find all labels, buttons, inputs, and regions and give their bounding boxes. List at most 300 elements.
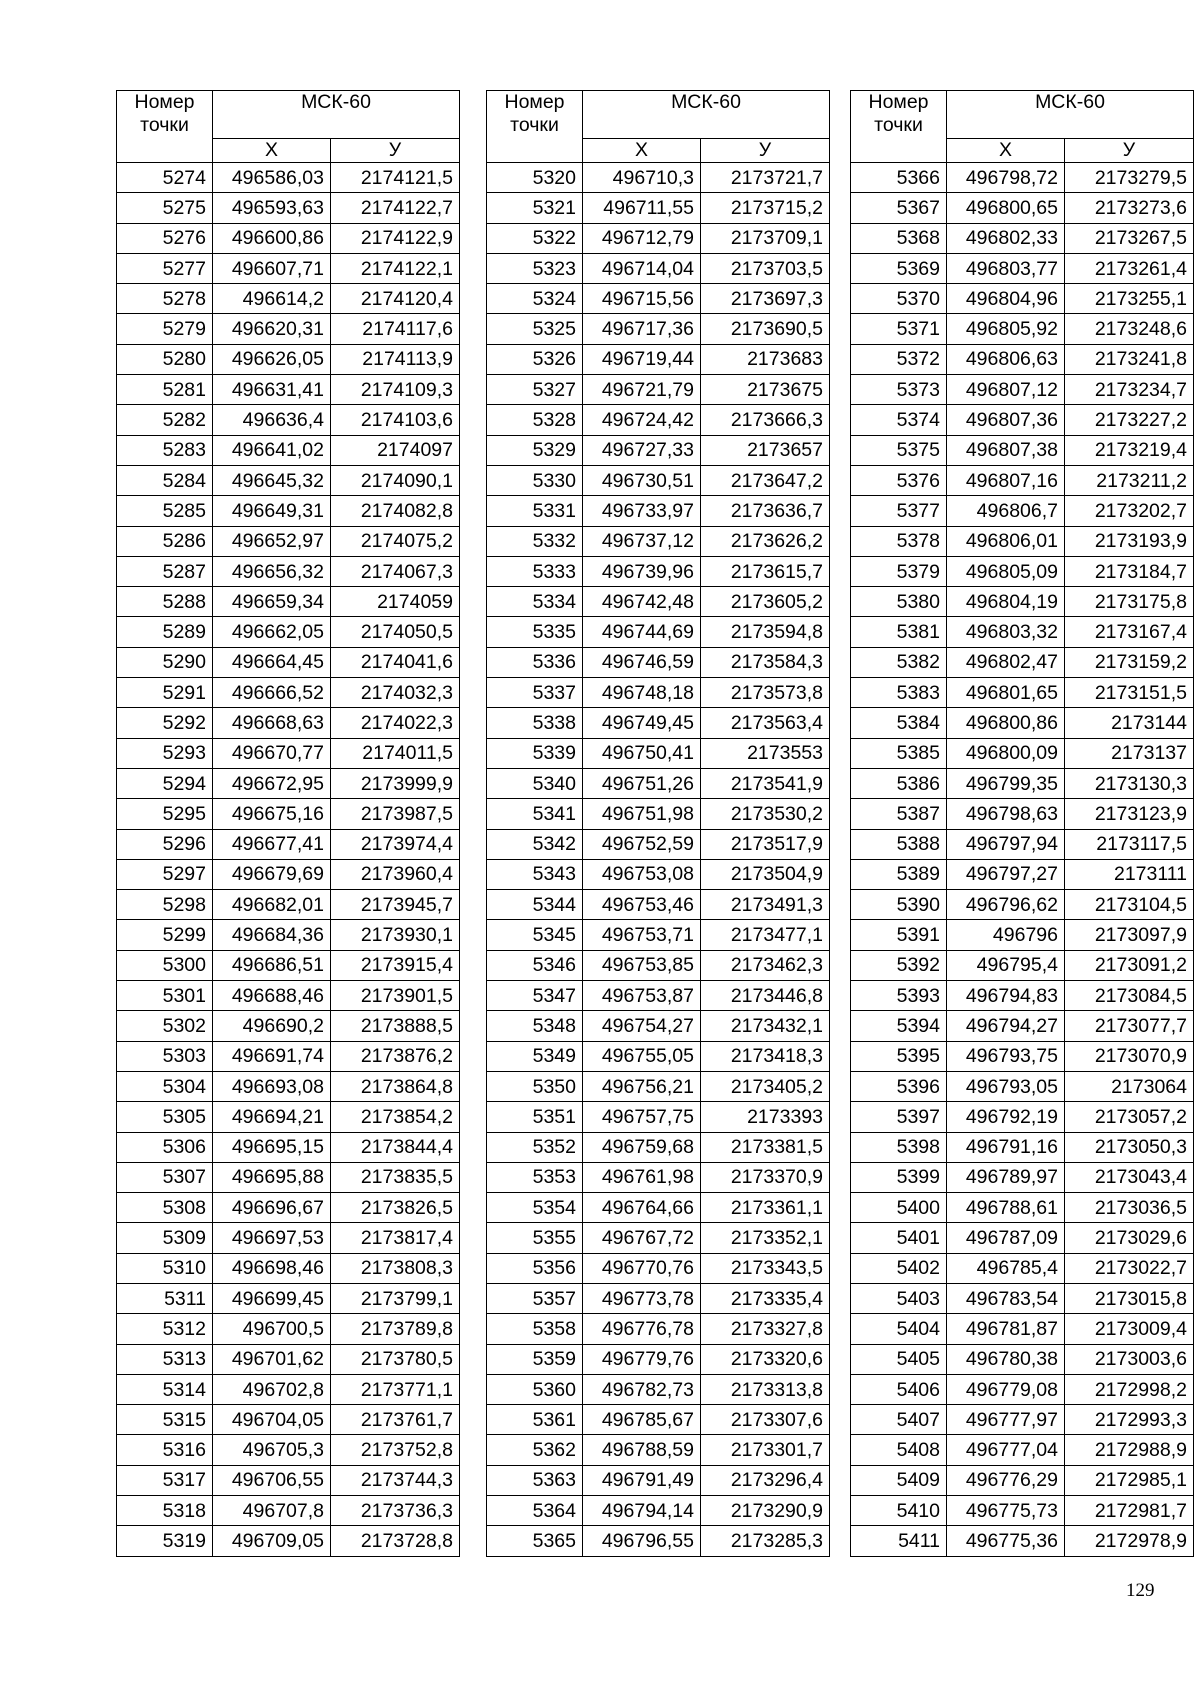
y-coordinate-cell: 2173675 [701, 375, 830, 405]
table-row [851, 950, 1194, 980]
y-coordinate-cell: 2172981,7 [1065, 1496, 1194, 1526]
table-row [487, 859, 830, 889]
y-coordinate-cell: 2173296,4 [701, 1465, 830, 1495]
point-number-cell: 5374 [851, 405, 947, 435]
x-coordinate-cell: 496742,48 [583, 587, 701, 617]
table-row [851, 678, 1194, 708]
table-row [487, 950, 830, 980]
y-coordinate-cell: 2173003,6 [1065, 1344, 1194, 1374]
y-coordinate-cell: 2174032,3 [331, 678, 460, 708]
point-number-cell: 5293 [117, 738, 213, 768]
x-coordinate-cell: 496779,08 [947, 1374, 1065, 1404]
x-coordinate-cell: 496724,42 [583, 405, 701, 435]
y-coordinate-cell: 2173876,2 [331, 1041, 460, 1071]
point-number-cell: 5395 [851, 1041, 947, 1071]
y-coordinate-cell: 2173974,4 [331, 829, 460, 859]
x-coordinate-cell: 496752,59 [583, 829, 701, 859]
point-number-cell: 5329 [487, 435, 583, 465]
x-coordinate-cell: 496730,51 [583, 465, 701, 495]
y-coordinate-cell: 2174090,1 [331, 465, 460, 495]
x-header: Х [583, 139, 701, 163]
point-number-cell: 5285 [117, 496, 213, 526]
table-row [487, 1496, 830, 1526]
y-coordinate-cell: 2173043,4 [1065, 1162, 1194, 1192]
point-number-cell: 5371 [851, 314, 947, 344]
table-row [487, 647, 830, 677]
x-coordinate-cell: 496712,79 [583, 223, 701, 253]
x-coordinate-cell: 496764,66 [583, 1193, 701, 1223]
table-row [487, 465, 830, 495]
y-coordinate-cell: 2173234,7 [1065, 375, 1194, 405]
y-coordinate-cell: 2174120,4 [331, 284, 460, 314]
point-number-cell: 5311 [117, 1283, 213, 1313]
table-row [117, 678, 460, 708]
table-row [117, 890, 460, 920]
point-number-cell: 5381 [851, 617, 947, 647]
y-coordinate-cell: 2173307,6 [701, 1405, 830, 1435]
y-coordinate-cell: 2173343,5 [701, 1253, 830, 1283]
table-row [851, 829, 1194, 859]
point-number-cell: 5301 [117, 981, 213, 1011]
x-coordinate-cell: 496679,69 [213, 859, 331, 889]
y-coordinate-cell: 2173123,9 [1065, 799, 1194, 829]
x-coordinate-cell: 496750,41 [583, 738, 701, 768]
x-coordinate-cell: 496641,02 [213, 435, 331, 465]
x-coordinate-cell: 496715,56 [583, 284, 701, 314]
table-row [487, 344, 830, 374]
point-number-header: Номер точки [851, 91, 947, 163]
point-number-cell: 5350 [487, 1071, 583, 1101]
x-coordinate-cell: 496700,5 [213, 1314, 331, 1344]
x-coordinate-cell: 496664,45 [213, 647, 331, 677]
table-row [487, 981, 830, 1011]
y-coordinate-cell: 2173844,4 [331, 1132, 460, 1162]
x-coordinate-cell: 496803,77 [947, 253, 1065, 283]
x-coordinate-cell: 496780,38 [947, 1344, 1065, 1374]
x-coordinate-cell: 496753,87 [583, 981, 701, 1011]
x-coordinate-cell: 496807,12 [947, 375, 1065, 405]
table-row [487, 375, 830, 405]
x-coordinate-cell: 496794,14 [583, 1496, 701, 1526]
table-row [117, 344, 460, 374]
table-row [487, 1374, 830, 1404]
table-row [117, 587, 460, 617]
x-coordinate-cell: 496719,44 [583, 344, 701, 374]
x-coordinate-cell: 496709,05 [213, 1526, 331, 1556]
table-row [487, 314, 830, 344]
table-row [117, 405, 460, 435]
table-row [851, 981, 1194, 1011]
point-number-cell: 5375 [851, 435, 947, 465]
point-number-cell: 5388 [851, 829, 947, 859]
table-row [117, 799, 460, 829]
table-row [117, 647, 460, 677]
coordinate-table [850, 90, 1194, 1557]
point-number-cell: 5382 [851, 647, 947, 677]
y-coordinate-cell: 2173050,3 [1065, 1132, 1194, 1162]
table-row [487, 193, 830, 223]
point-number-cell: 5298 [117, 890, 213, 920]
y-coordinate-cell: 2173335,4 [701, 1283, 830, 1313]
point-number-cell: 5366 [851, 163, 947, 193]
point-number-cell: 5291 [117, 678, 213, 708]
point-number-cell: 5323 [487, 253, 583, 283]
point-number-cell: 5306 [117, 1132, 213, 1162]
table-row [487, 1526, 830, 1556]
x-coordinate-cell: 496799,35 [947, 768, 1065, 798]
x-coordinate-cell: 496702,8 [213, 1374, 331, 1404]
point-number-cell: 5386 [851, 768, 947, 798]
x-coordinate-cell: 496707,8 [213, 1496, 331, 1526]
y-coordinate-cell: 2173370,9 [701, 1162, 830, 1192]
point-number-cell: 5344 [487, 890, 583, 920]
point-number-cell: 5320 [487, 163, 583, 193]
x-coordinate-cell: 496668,63 [213, 708, 331, 738]
table-row [851, 1253, 1194, 1283]
point-number-header: Номер точки [117, 91, 213, 163]
y-coordinate-cell: 2173573,8 [701, 678, 830, 708]
table-row [851, 890, 1194, 920]
table-row [851, 1223, 1194, 1253]
point-number-cell: 5343 [487, 859, 583, 889]
y-coordinate-cell: 2173761,7 [331, 1405, 460, 1435]
x-coordinate-cell: 496688,46 [213, 981, 331, 1011]
table-row [117, 859, 460, 889]
y-coordinate-cell: 2173193,9 [1065, 526, 1194, 556]
y-coordinate-cell: 2173137 [1065, 738, 1194, 768]
y-coordinate-cell: 2172978,9 [1065, 1526, 1194, 1556]
y-coordinate-cell: 2173462,3 [701, 950, 830, 980]
table-row [851, 375, 1194, 405]
point-number-cell: 5359 [487, 1344, 583, 1374]
table-row [117, 435, 460, 465]
x-coordinate-cell: 496670,77 [213, 738, 331, 768]
y-coordinate-cell: 2173241,8 [1065, 344, 1194, 374]
point-number-cell: 5330 [487, 465, 583, 495]
x-coordinate-cell: 496787,09 [947, 1223, 1065, 1253]
x-coordinate-cell: 496737,12 [583, 526, 701, 556]
x-coordinate-cell: 496791,16 [947, 1132, 1065, 1162]
table-row [117, 1071, 460, 1101]
y-coordinate-cell: 2173930,1 [331, 920, 460, 950]
table-row [487, 435, 830, 465]
table-row [851, 344, 1194, 374]
point-number-cell: 5295 [117, 799, 213, 829]
point-number-cell: 5289 [117, 617, 213, 647]
point-number-cell: 5310 [117, 1253, 213, 1283]
x-coordinate-cell: 496701,62 [213, 1344, 331, 1374]
table-row [117, 193, 460, 223]
y-coordinate-cell: 2173736,3 [331, 1496, 460, 1526]
point-number-cell: 5305 [117, 1102, 213, 1132]
point-number-cell: 5328 [487, 405, 583, 435]
point-number-cell: 5410 [851, 1496, 947, 1526]
table-row [851, 1496, 1194, 1526]
y-coordinate-cell: 2173553 [701, 738, 830, 768]
coordinate-table [486, 90, 830, 1557]
y-coordinate-cell: 2173130,3 [1065, 768, 1194, 798]
x-coordinate-cell: 496662,05 [213, 617, 331, 647]
table-row [117, 1435, 460, 1465]
point-number-cell: 5314 [117, 1374, 213, 1404]
table-row [487, 678, 830, 708]
x-coordinate-cell: 496706,55 [213, 1465, 331, 1495]
table-row [117, 465, 460, 495]
table-row [487, 768, 830, 798]
y-coordinate-cell: 2173151,5 [1065, 678, 1194, 708]
table-row [851, 1344, 1194, 1374]
x-coordinate-cell: 496776,29 [947, 1465, 1065, 1495]
point-number-cell: 5313 [117, 1344, 213, 1374]
table-row [487, 1314, 830, 1344]
point-number-cell: 5292 [117, 708, 213, 738]
y-coordinate-cell: 2173703,5 [701, 253, 830, 283]
table-row [117, 1526, 460, 1556]
table-row [851, 284, 1194, 314]
y-coordinate-cell: 2174075,2 [331, 526, 460, 556]
table-row [117, 981, 460, 1011]
table-row [117, 950, 460, 980]
y-coordinate-cell: 2173999,9 [331, 768, 460, 798]
x-coordinate-cell: 496710,3 [583, 163, 701, 193]
y-coordinate-cell: 2174117,6 [331, 314, 460, 344]
y-coordinate-cell: 2174022,3 [331, 708, 460, 738]
y-coordinate-cell: 2173697,3 [701, 284, 830, 314]
point-number-cell: 5290 [117, 647, 213, 677]
table-row [487, 799, 830, 829]
x-coordinate-cell: 496798,72 [947, 163, 1065, 193]
x-coordinate-cell: 496714,04 [583, 253, 701, 283]
x-coordinate-cell: 496600,86 [213, 223, 331, 253]
x-coordinate-cell: 496614,2 [213, 284, 331, 314]
point-number-cell: 5318 [117, 1496, 213, 1526]
point-number-cell: 5332 [487, 526, 583, 556]
y-coordinate-cell: 2173446,8 [701, 981, 830, 1011]
table-row [117, 314, 460, 344]
table-row [851, 587, 1194, 617]
table-row [487, 1011, 830, 1041]
point-number-cell: 5389 [851, 859, 947, 889]
point-number-header: Номер точки [487, 91, 583, 163]
x-coordinate-cell: 496798,63 [947, 799, 1065, 829]
table-row [487, 1435, 830, 1465]
point-number-cell: 5403 [851, 1283, 947, 1313]
y-coordinate-cell: 2173715,2 [701, 193, 830, 223]
point-number-cell: 5276 [117, 223, 213, 253]
table-row [117, 1102, 460, 1132]
table-row [851, 1193, 1194, 1223]
y-coordinate-cell: 2173987,5 [331, 799, 460, 829]
table-row [117, 708, 460, 738]
point-number-cell: 5303 [117, 1041, 213, 1071]
point-number-cell: 5312 [117, 1314, 213, 1344]
x-coordinate-cell: 496711,55 [583, 193, 701, 223]
point-number-cell: 5315 [117, 1405, 213, 1435]
y-header: У [331, 139, 460, 163]
table-row [117, 1405, 460, 1435]
table-row [851, 193, 1194, 223]
y-coordinate-cell: 2173273,6 [1065, 193, 1194, 223]
table-row [851, 314, 1194, 344]
point-number-cell: 5408 [851, 1435, 947, 1465]
table-row [851, 1283, 1194, 1313]
table-row [117, 163, 460, 193]
y-coordinate-cell: 2173709,1 [701, 223, 830, 253]
x-coordinate-cell: 496770,76 [583, 1253, 701, 1283]
y-coordinate-cell: 2174067,3 [331, 556, 460, 586]
y-coordinate-cell: 2173854,2 [331, 1102, 460, 1132]
coordinate-system-header: МСК-60 [213, 91, 460, 139]
point-number-cell: 5342 [487, 829, 583, 859]
y-header: У [701, 139, 830, 163]
table-row [117, 768, 460, 798]
point-number-cell: 5352 [487, 1132, 583, 1162]
x-coordinate-cell: 496631,41 [213, 375, 331, 405]
x-coordinate-cell: 496806,7 [947, 496, 1065, 526]
point-number-cell: 5365 [487, 1526, 583, 1556]
coordinate-system-header: МСК-60 [947, 91, 1194, 139]
x-coordinate-cell: 496659,34 [213, 587, 331, 617]
y-header: У [1065, 139, 1194, 163]
table-row [851, 859, 1194, 889]
x-coordinate-cell: 496677,41 [213, 829, 331, 859]
x-coordinate-cell: 496739,96 [583, 556, 701, 586]
y-coordinate-cell: 2173901,5 [331, 981, 460, 1011]
y-coordinate-cell: 2173057,2 [1065, 1102, 1194, 1132]
x-coordinate-cell: 496694,21 [213, 1102, 331, 1132]
x-coordinate-cell: 496806,63 [947, 344, 1065, 374]
y-coordinate-cell: 2173615,7 [701, 556, 830, 586]
table-row [851, 1041, 1194, 1071]
x-coordinate-cell: 496696,67 [213, 1193, 331, 1223]
x-coordinate-cell: 496802,47 [947, 647, 1065, 677]
table-row [851, 1465, 1194, 1495]
y-coordinate-cell: 2174041,6 [331, 647, 460, 677]
point-number-cell: 5278 [117, 284, 213, 314]
x-coordinate-cell: 496801,65 [947, 678, 1065, 708]
table-row [851, 1314, 1194, 1344]
table-row [487, 1162, 830, 1192]
point-number-cell: 5275 [117, 193, 213, 223]
y-coordinate-cell: 2173945,7 [331, 890, 460, 920]
point-number-cell: 5398 [851, 1132, 947, 1162]
table-row [117, 1193, 460, 1223]
y-coordinate-cell: 2173352,1 [701, 1223, 830, 1253]
x-coordinate-cell: 496805,92 [947, 314, 1065, 344]
y-coordinate-cell: 2173405,2 [701, 1071, 830, 1101]
point-number-cell: 5397 [851, 1102, 947, 1132]
x-coordinate-cell: 496733,97 [583, 496, 701, 526]
table-row [117, 1223, 460, 1253]
y-coordinate-cell: 2173960,4 [331, 859, 460, 889]
y-coordinate-cell: 2173175,8 [1065, 587, 1194, 617]
x-coordinate-cell: 496775,36 [947, 1526, 1065, 1556]
point-number-cell: 5377 [851, 496, 947, 526]
point-number-cell: 5390 [851, 890, 947, 920]
y-coordinate-cell: 2173104,5 [1065, 890, 1194, 920]
x-coordinate-cell: 496690,2 [213, 1011, 331, 1041]
x-coordinate-cell: 496695,88 [213, 1162, 331, 1192]
x-coordinate-cell: 496704,05 [213, 1405, 331, 1435]
table-row [851, 163, 1194, 193]
x-coordinate-cell: 496767,72 [583, 1223, 701, 1253]
table-row [851, 1011, 1194, 1041]
y-coordinate-cell: 2174050,5 [331, 617, 460, 647]
x-coordinate-cell: 496797,94 [947, 829, 1065, 859]
point-number-cell: 5325 [487, 314, 583, 344]
x-coordinate-cell: 496796,62 [947, 890, 1065, 920]
y-coordinate-cell: 2172993,3 [1065, 1405, 1194, 1435]
y-coordinate-cell: 2173117,5 [1065, 829, 1194, 859]
x-coordinate-cell: 496749,45 [583, 708, 701, 738]
x-coordinate-cell: 496649,31 [213, 496, 331, 526]
y-coordinate-cell: 2173799,1 [331, 1283, 460, 1313]
table-row [117, 1253, 460, 1283]
point-number-cell: 5355 [487, 1223, 583, 1253]
x-coordinate-cell: 496755,05 [583, 1041, 701, 1071]
table-row [487, 829, 830, 859]
y-coordinate-cell: 2173167,4 [1065, 617, 1194, 647]
x-coordinate-cell: 496794,27 [947, 1011, 1065, 1041]
point-number-cell: 5286 [117, 526, 213, 556]
y-coordinate-cell: 2173530,2 [701, 799, 830, 829]
point-number-cell: 5288 [117, 587, 213, 617]
table-row [851, 556, 1194, 586]
y-coordinate-cell: 2173808,3 [331, 1253, 460, 1283]
table-row [851, 223, 1194, 253]
y-coordinate-cell: 2173219,4 [1065, 435, 1194, 465]
y-coordinate-cell: 2173888,5 [331, 1011, 460, 1041]
y-coordinate-cell: 2173752,8 [331, 1435, 460, 1465]
table-row [851, 526, 1194, 556]
table-row [851, 405, 1194, 435]
table-row [851, 799, 1194, 829]
y-coordinate-cell: 2174109,3 [331, 375, 460, 405]
y-coordinate-cell: 2173690,5 [701, 314, 830, 344]
table-row [851, 920, 1194, 950]
y-coordinate-cell: 2173477,1 [701, 920, 830, 950]
point-number-cell: 5339 [487, 738, 583, 768]
point-number-cell: 5362 [487, 1435, 583, 1465]
x-coordinate-cell: 496804,19 [947, 587, 1065, 617]
y-coordinate-cell: 2173915,4 [331, 950, 460, 980]
y-coordinate-cell: 2173184,7 [1065, 556, 1194, 586]
y-coordinate-cell: 2173320,6 [701, 1344, 830, 1374]
table-row [487, 1344, 830, 1374]
point-number-cell: 5327 [487, 375, 583, 405]
point-number-cell: 5279 [117, 314, 213, 344]
table-row [487, 920, 830, 950]
y-coordinate-cell: 2173111 [1065, 859, 1194, 889]
y-coordinate-cell: 2174103,6 [331, 405, 460, 435]
y-coordinate-cell: 2173432,1 [701, 1011, 830, 1041]
x-coordinate-cell: 496754,27 [583, 1011, 701, 1041]
y-coordinate-cell: 2173864,8 [331, 1071, 460, 1101]
point-number-cell: 5340 [487, 768, 583, 798]
table-row [117, 617, 460, 647]
point-number-cell: 5304 [117, 1071, 213, 1101]
x-coordinate-cell: 496607,71 [213, 253, 331, 283]
y-coordinate-cell: 2173584,3 [701, 647, 830, 677]
table-row [117, 253, 460, 283]
table-row [487, 708, 830, 738]
y-coordinate-cell: 2172985,1 [1065, 1465, 1194, 1495]
x-coordinate-cell: 496779,76 [583, 1344, 701, 1374]
table-row [487, 617, 830, 647]
point-number-cell: 5338 [487, 708, 583, 738]
y-coordinate-cell: 2173541,9 [701, 768, 830, 798]
point-number-cell: 5281 [117, 375, 213, 405]
